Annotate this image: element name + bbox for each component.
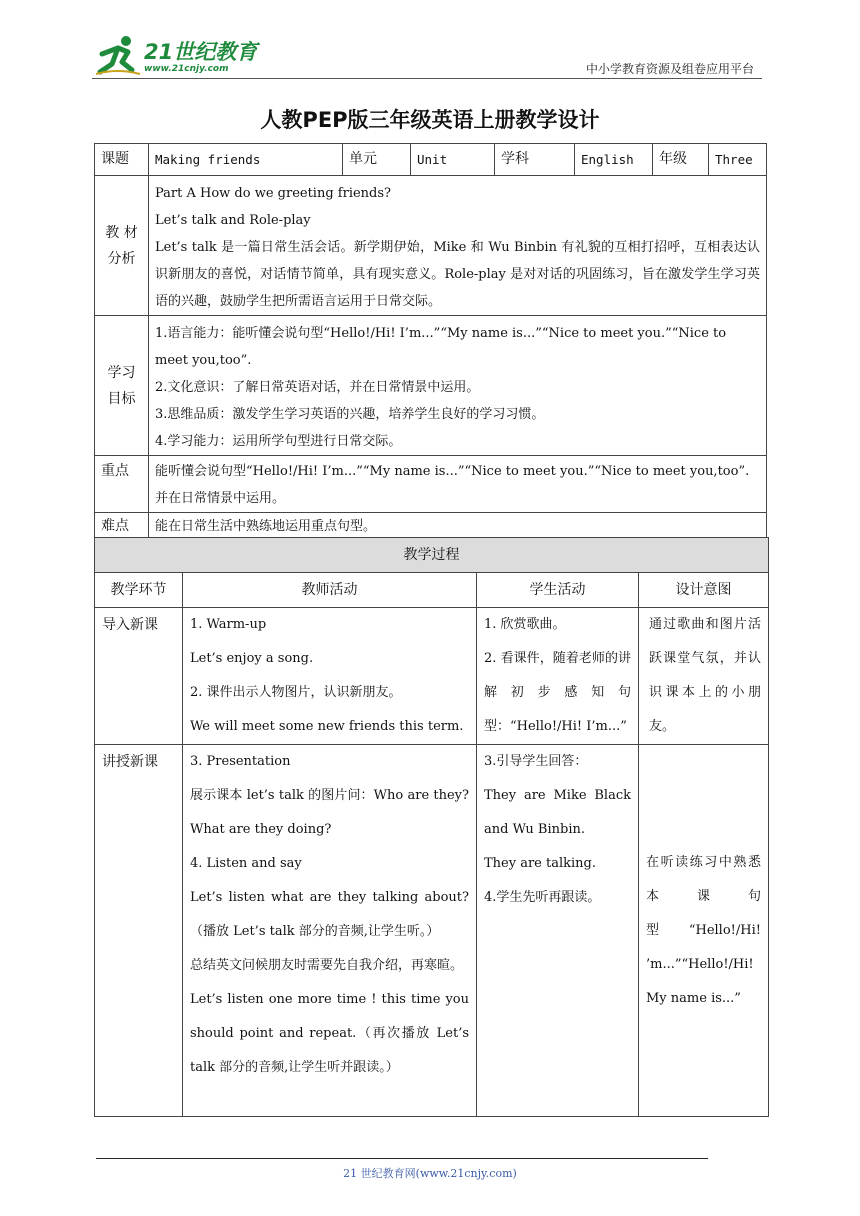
teacher-line: 展示课本 let’s talk 的图片问：Who are they? What are they doing? [190, 788, 469, 837]
teacher-line: 4. Listen and say [190, 856, 302, 871]
key-points-label: 重点 [95, 456, 149, 513]
footer-divider [96, 1158, 708, 1159]
objectives-label: 学习 目标 [95, 316, 149, 456]
key-points-row [95, 456, 767, 513]
header-teacher: 教师活动 [183, 573, 477, 608]
teacher-line: 2. 课件出示人物图片，认识新朋友。 [190, 685, 402, 700]
teacher-line: Let’s enjoy a song. [190, 651, 314, 666]
platform-name: 中小学教育资源及组卷应用平台 [585, 62, 754, 76]
header-divider [92, 78, 762, 79]
header-intent: 设计意图 [639, 573, 769, 608]
student-activity [477, 608, 639, 745]
design-intent: 通过歌曲和图片活跃课堂气氛，并认识课本上的小朋友。 [639, 608, 769, 745]
teacher-activity [183, 608, 477, 745]
info-row [95, 144, 767, 176]
page-header [92, 30, 762, 80]
student-line: They are Mike Black and Wu Binbin. [484, 788, 631, 837]
subject-value: English [575, 144, 653, 176]
student-line: 4.学生先听再跟读。 [484, 890, 601, 905]
course-label: 课题 [95, 144, 149, 176]
unit-value: Unit [411, 144, 495, 176]
document-title: 人教PEP版三年级英语上册教学设计 [260, 108, 600, 132]
page-footer: 21 世纪教育网(www.21cnjy.com) [343, 1167, 517, 1180]
teacher-line: Let’s listen what are they talking about?（播放 Let’s talk 部分的音频,让学生听。） [190, 890, 469, 939]
logo-url: www.21cnjy.com [144, 64, 229, 74]
teaching-process-table [94, 537, 769, 1117]
key-point-line: 能听懂会说句型“Hello!/Hi! I’m...”“My name is...”“Nice to meet you.”“Nice to meet you,too”. [155, 464, 750, 479]
objective-line: 1.语言能力：能听懂会说句型“Hello!/Hi! I’m...”“My name is...”“Nice to meet you.”“Nice to meet you,too”. [155, 326, 727, 368]
process-title: 教学过程 [95, 538, 769, 573]
lesson-info-table [94, 143, 767, 543]
teacher-activity [183, 745, 477, 1117]
student-line: 3.引导学生回答： [484, 754, 588, 769]
student-line: They are talking. [484, 856, 596, 871]
analysis-content [149, 176, 767, 316]
analysis-label: 教 材 分析 [95, 176, 149, 316]
site-logo [92, 34, 262, 78]
process-row-intro [95, 608, 769, 745]
unit-label: 单元 [343, 144, 411, 176]
course-value: Making friends [149, 144, 343, 176]
header-student: 学生活动 [477, 573, 639, 608]
runner-logo-icon [92, 34, 142, 78]
teacher-line: 3. Presentation [190, 754, 291, 769]
analysis-row [95, 176, 767, 316]
analysis-line: Let’s talk 是一篇日常生活会话。新学期伊始，Mike 和 Wu Binbin 有礼貌的互相打招呼，互相表达认识新朋友的喜悦，对话情节简单，具有现实意义。Role-play 是对对话的巩固练习，旨在激发学生学习英语的兴趣，鼓励学生把所需语言运用于日常交际。 [155, 240, 760, 309]
logo-text: 21世纪教育 [144, 40, 258, 64]
key-points-content [149, 456, 767, 513]
difficulties-label: 难点 [95, 513, 149, 543]
student-line: 1. 欣赏歌曲。 [484, 617, 566, 632]
header-stage: 教学环节 [95, 573, 183, 608]
grade-value: Three [709, 144, 767, 176]
design-intent: 在听读练习中熟悉本课句型“Hello!/Hi! ’m...”“Hello!/Hi! My name is...” [639, 745, 769, 1117]
teacher-line: 1. Warm-up [190, 617, 267, 632]
student-line: 2. 看课件，随着老师的讲解初步感知句型：“Hello!/Hi! I’m...” [484, 651, 631, 734]
stage-cell: 导入新课 [95, 608, 183, 745]
difficulties-content: 能在日常生活中熟练地运用重点句型。 [149, 513, 767, 543]
objectives-row [95, 316, 767, 456]
teacher-line: Let’s listen one more time ! this time you should point and repeat.（再次播放 Let’s talk 部分的音频,让学生听并跟读。） [190, 992, 469, 1075]
grade-label: 年级 [653, 144, 709, 176]
objectives-content [149, 316, 767, 456]
process-header-row [95, 573, 769, 608]
analysis-line: Let’s talk and Role-play [155, 213, 311, 228]
objective-line: 4.学习能力：运用所学句型进行日常交际。 [155, 434, 402, 449]
stage-cell: 讲授新课 [95, 745, 183, 1117]
process-title-row [95, 538, 769, 573]
analysis-line: Part A How do we greeting friends? [155, 186, 392, 201]
objective-line: 3.思维品质：激发学生学习英语的兴趣，培养学生良好的学习习惯。 [155, 407, 545, 422]
objective-line: 2.文化意识：了解日常英语对话，并在日常情景中运用。 [155, 380, 480, 395]
key-point-line: 并在日常情景中运用。 [155, 491, 286, 506]
subject-label: 学科 [495, 144, 575, 176]
process-row-new-lesson [95, 745, 769, 1117]
teacher-line: We will meet some new friends this term. [190, 719, 464, 734]
student-activity [477, 745, 639, 1117]
teacher-line: 总结英文问候朋友时需要先自我介绍，再寒暄。 [190, 958, 464, 973]
